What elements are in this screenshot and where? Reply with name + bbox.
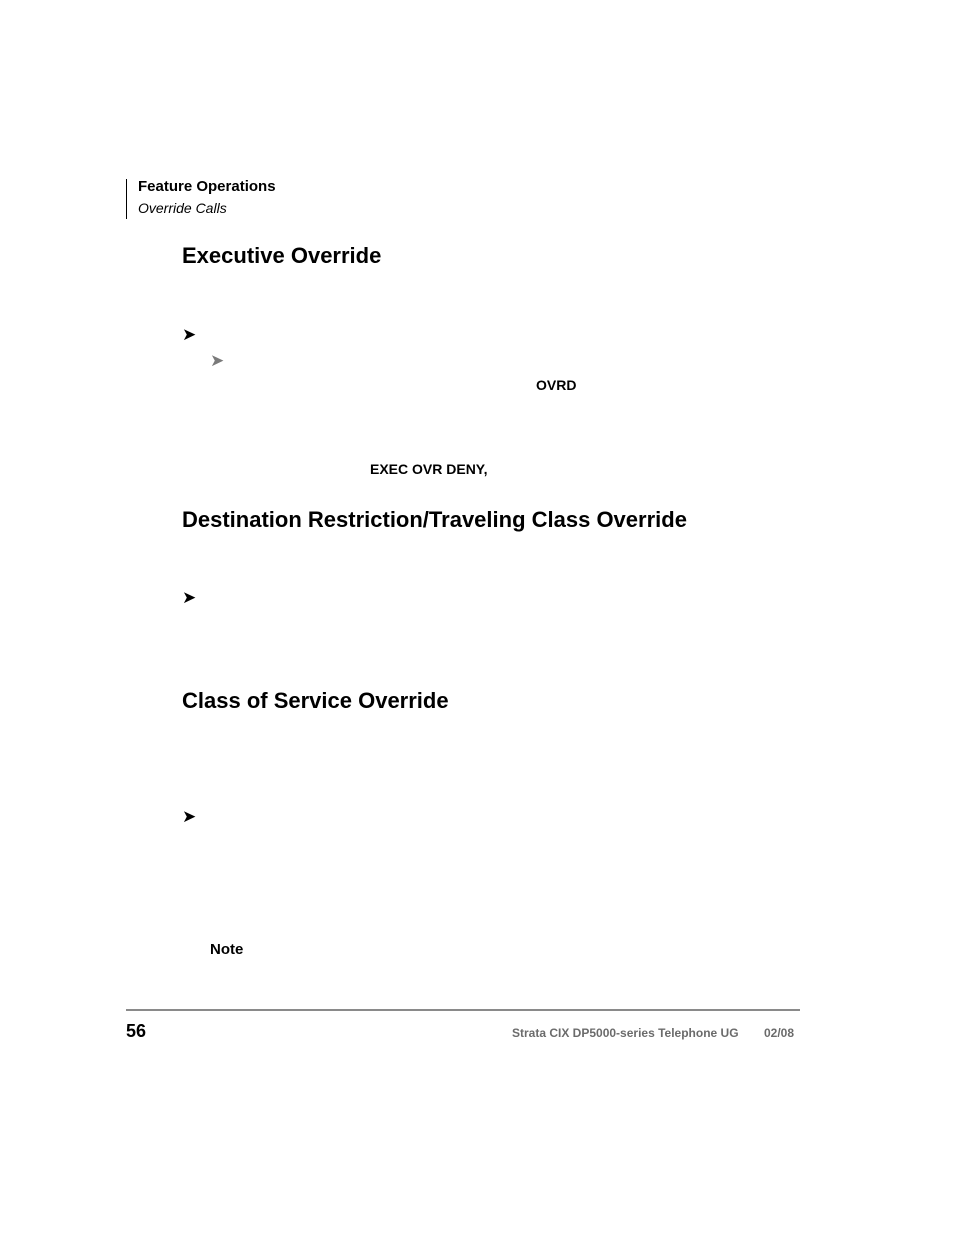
sub-bullet-arrow-icon: ➤	[210, 351, 225, 370]
keyword-ovrd: OVRD	[536, 377, 577, 393]
header-vertical-rule	[126, 179, 127, 219]
keyword-exec-ovr-deny: EXEC OVR DENY,	[370, 461, 488, 477]
note-label: Note	[210, 941, 244, 958]
bullet-arrow-icon: ➤	[182, 807, 197, 826]
bullet-arrow-icon: ➤	[182, 588, 197, 607]
footer-document-title: Strata CIX DP5000-series Telephone UG	[512, 1026, 739, 1040]
heading-executive-override: Executive Override	[182, 243, 382, 268]
running-header-section: Override Calls	[138, 200, 227, 216]
footer-rule	[126, 1009, 800, 1011]
heading-class-of-service-override: Class of Service Override	[182, 688, 449, 713]
footer-date: 02/08	[764, 1026, 795, 1040]
heading-destination-restriction-override: Destination Restriction/Traveling Class Override	[182, 507, 687, 532]
page-number: 56	[126, 1021, 147, 1041]
running-header-chapter: Feature Operations	[138, 178, 276, 195]
bullet-arrow-icon: ➤	[182, 325, 197, 344]
